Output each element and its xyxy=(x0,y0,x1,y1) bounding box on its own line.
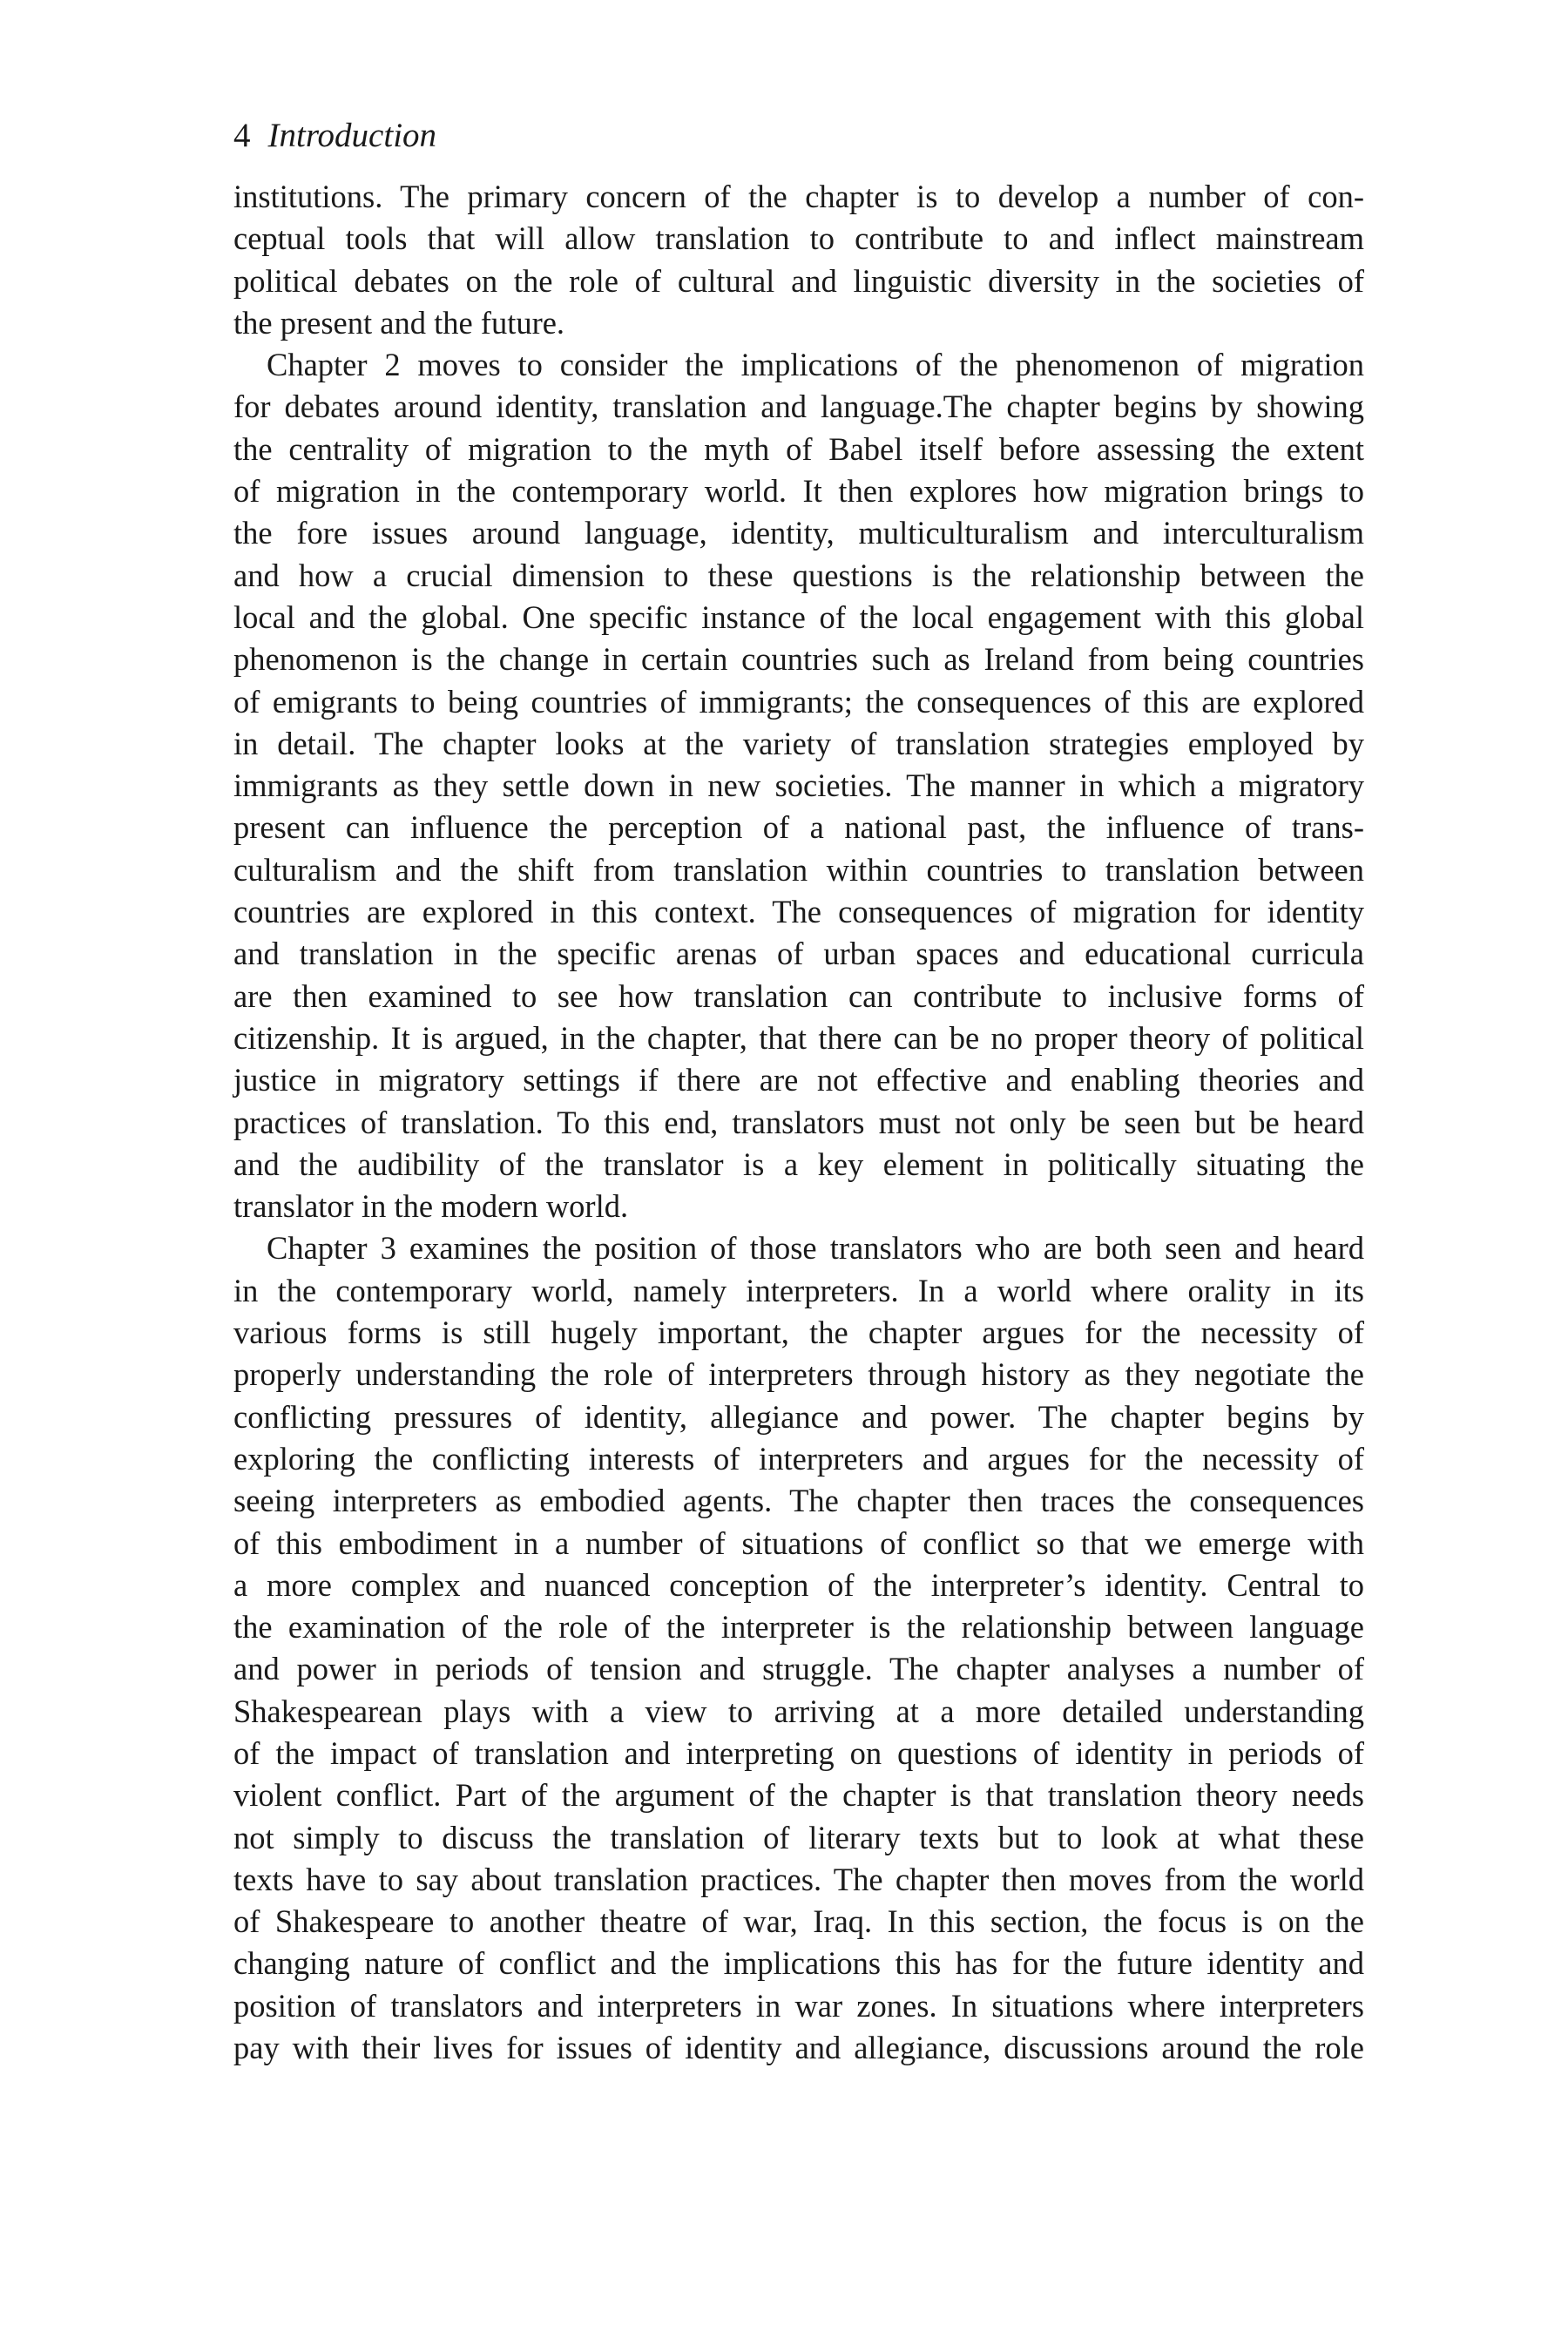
text-line: violent conflict. Part of the argument of the chapter is that translation theory needs xyxy=(233,1777,1364,1814)
text-line: of this embodiment in a number of situations of conflict so that we emerge with xyxy=(233,1524,1364,1561)
paragraph xyxy=(233,176,1364,344)
text-line: not simply to discuss the translation of literary texts but to look at what these xyxy=(233,1819,1364,1855)
text-line: a more complex and nuanced conception of the interpreter’s identity. Central to xyxy=(233,1566,1364,1603)
text-line: various forms is still hugely important, the chapter argues for the necessity of xyxy=(233,1315,1364,1351)
text-line: and translation in the specific arenas of urban spaces and educational curricula xyxy=(233,936,1364,972)
text-line: the centrality of migration to the myth of Babel itself before assessing the extent xyxy=(233,430,1364,467)
text-line: for debates around identity, translation and language.The chapter begins by showing xyxy=(233,389,1364,425)
text-line: and power in periods of tension and struggle. The chapter analyses a number of xyxy=(233,1651,1364,1687)
running-head-section-title: Introduction xyxy=(267,117,437,154)
text-line: of the impact of translation and interpreting on questions of identity in periods of xyxy=(233,1734,1364,1771)
text-line: of Shakespeare to another theatre of war, Iraq. In this section, the focus is on the xyxy=(233,1903,1364,1940)
text-line: ceptual tools that will allow translation to contribute to and inflect mainstream xyxy=(233,220,1364,257)
page-number: 4 xyxy=(233,117,251,154)
running-head xyxy=(233,115,436,157)
text-line: phenomenon is the change in certain countries such as Ireland from being countries xyxy=(233,641,1364,678)
text-line: properly understanding the role of interpreters through history as they negotiate the xyxy=(233,1356,1364,1393)
text-line: the examination of the role of the interpreter is the relationship between language xyxy=(233,1609,1364,1646)
text-line: seeing interpreters as embodied agents. The chapter then traces the consequences xyxy=(233,1483,1364,1519)
paragraph xyxy=(233,1227,1364,2069)
text-line: citizenship. It is argued, in the chapter, that there can be no proper theory of political xyxy=(233,1019,1364,1056)
paragraph xyxy=(233,344,1364,1227)
text-line: present can influence the perception of a national past, the influence of trans- xyxy=(233,809,1364,846)
text-line: the fore issues around language, identity, multiculturalism and interculturalism xyxy=(233,515,1364,551)
text-line: Chapter 2 moves to consider the implications of the phenomenon of migration xyxy=(267,347,1364,383)
text-line: position of translators and interpreters in war zones. In situations where interpreters xyxy=(233,1987,1364,2024)
text-line: practices of translation. To this end, translators must not only be seen but be heard xyxy=(233,1104,1364,1140)
text-line: of migration in the contemporary world. It then explores how migration brings to xyxy=(233,473,1364,510)
text-line: changing nature of conflict and the implications this has for the future identity and xyxy=(233,1945,1364,1982)
text-line: Chapter 3 examines the position of those translators who are both seen and heard xyxy=(267,1230,1364,1267)
text-line: local and the global. One specific instance of the local engagement with this global xyxy=(233,598,1364,635)
text-line: Shakespearean plays with a view to arriving at a more detailed understanding xyxy=(233,1693,1364,1729)
text-line: pay with their lives for issues of identity and allegiance, discussions around the role xyxy=(233,2030,1364,2066)
text-line: translator in the modern world. xyxy=(233,1188,629,1225)
text-line: texts have to say about translation practices. The chapter then moves from the world xyxy=(233,1861,1364,1897)
text-line: institutions. The primary concern of the chapter is to develop a number of con- xyxy=(233,179,1364,214)
text-line: countries are explored in this context. The consequences of migration for identity xyxy=(233,894,1364,930)
text-line: and how a crucial dimension to these questions is the relationship between the xyxy=(233,557,1364,593)
text-line: exploring the conflicting interests of interpreters and argues for the necessity of xyxy=(233,1440,1364,1477)
text-line: in the contemporary world, namely interpreters. In a world where orality in its xyxy=(233,1272,1364,1308)
text-line: immigrants as they settle down in new societies. The manner in which a migratory xyxy=(233,767,1364,804)
text-line: in detail. The chapter looks at the variety of translation strategies employed by xyxy=(233,725,1364,761)
text-line: justice in migratory settings if there are not effective and enabling theories and xyxy=(233,1062,1364,1098)
text-line: culturalism and the shift from translation within countries to translation between xyxy=(233,851,1364,888)
text-line: of emigrants to being countries of immigrants; the consequences of this are explored xyxy=(233,683,1364,720)
text-line: conflicting pressures of identity, allegiance and power. The chapter begins by xyxy=(233,1398,1364,1435)
text-line: political debates on the role of cultural and linguistic diversity in the societies of xyxy=(233,262,1364,299)
text-line: and the audibility of the translator is a key element in politically situating the xyxy=(233,1146,1364,1182)
text-line: the present and the future. xyxy=(233,304,565,341)
text-line: are then examined to see how translation can contribute to inclusive forms of xyxy=(233,977,1364,1014)
body-text xyxy=(233,176,1364,2069)
